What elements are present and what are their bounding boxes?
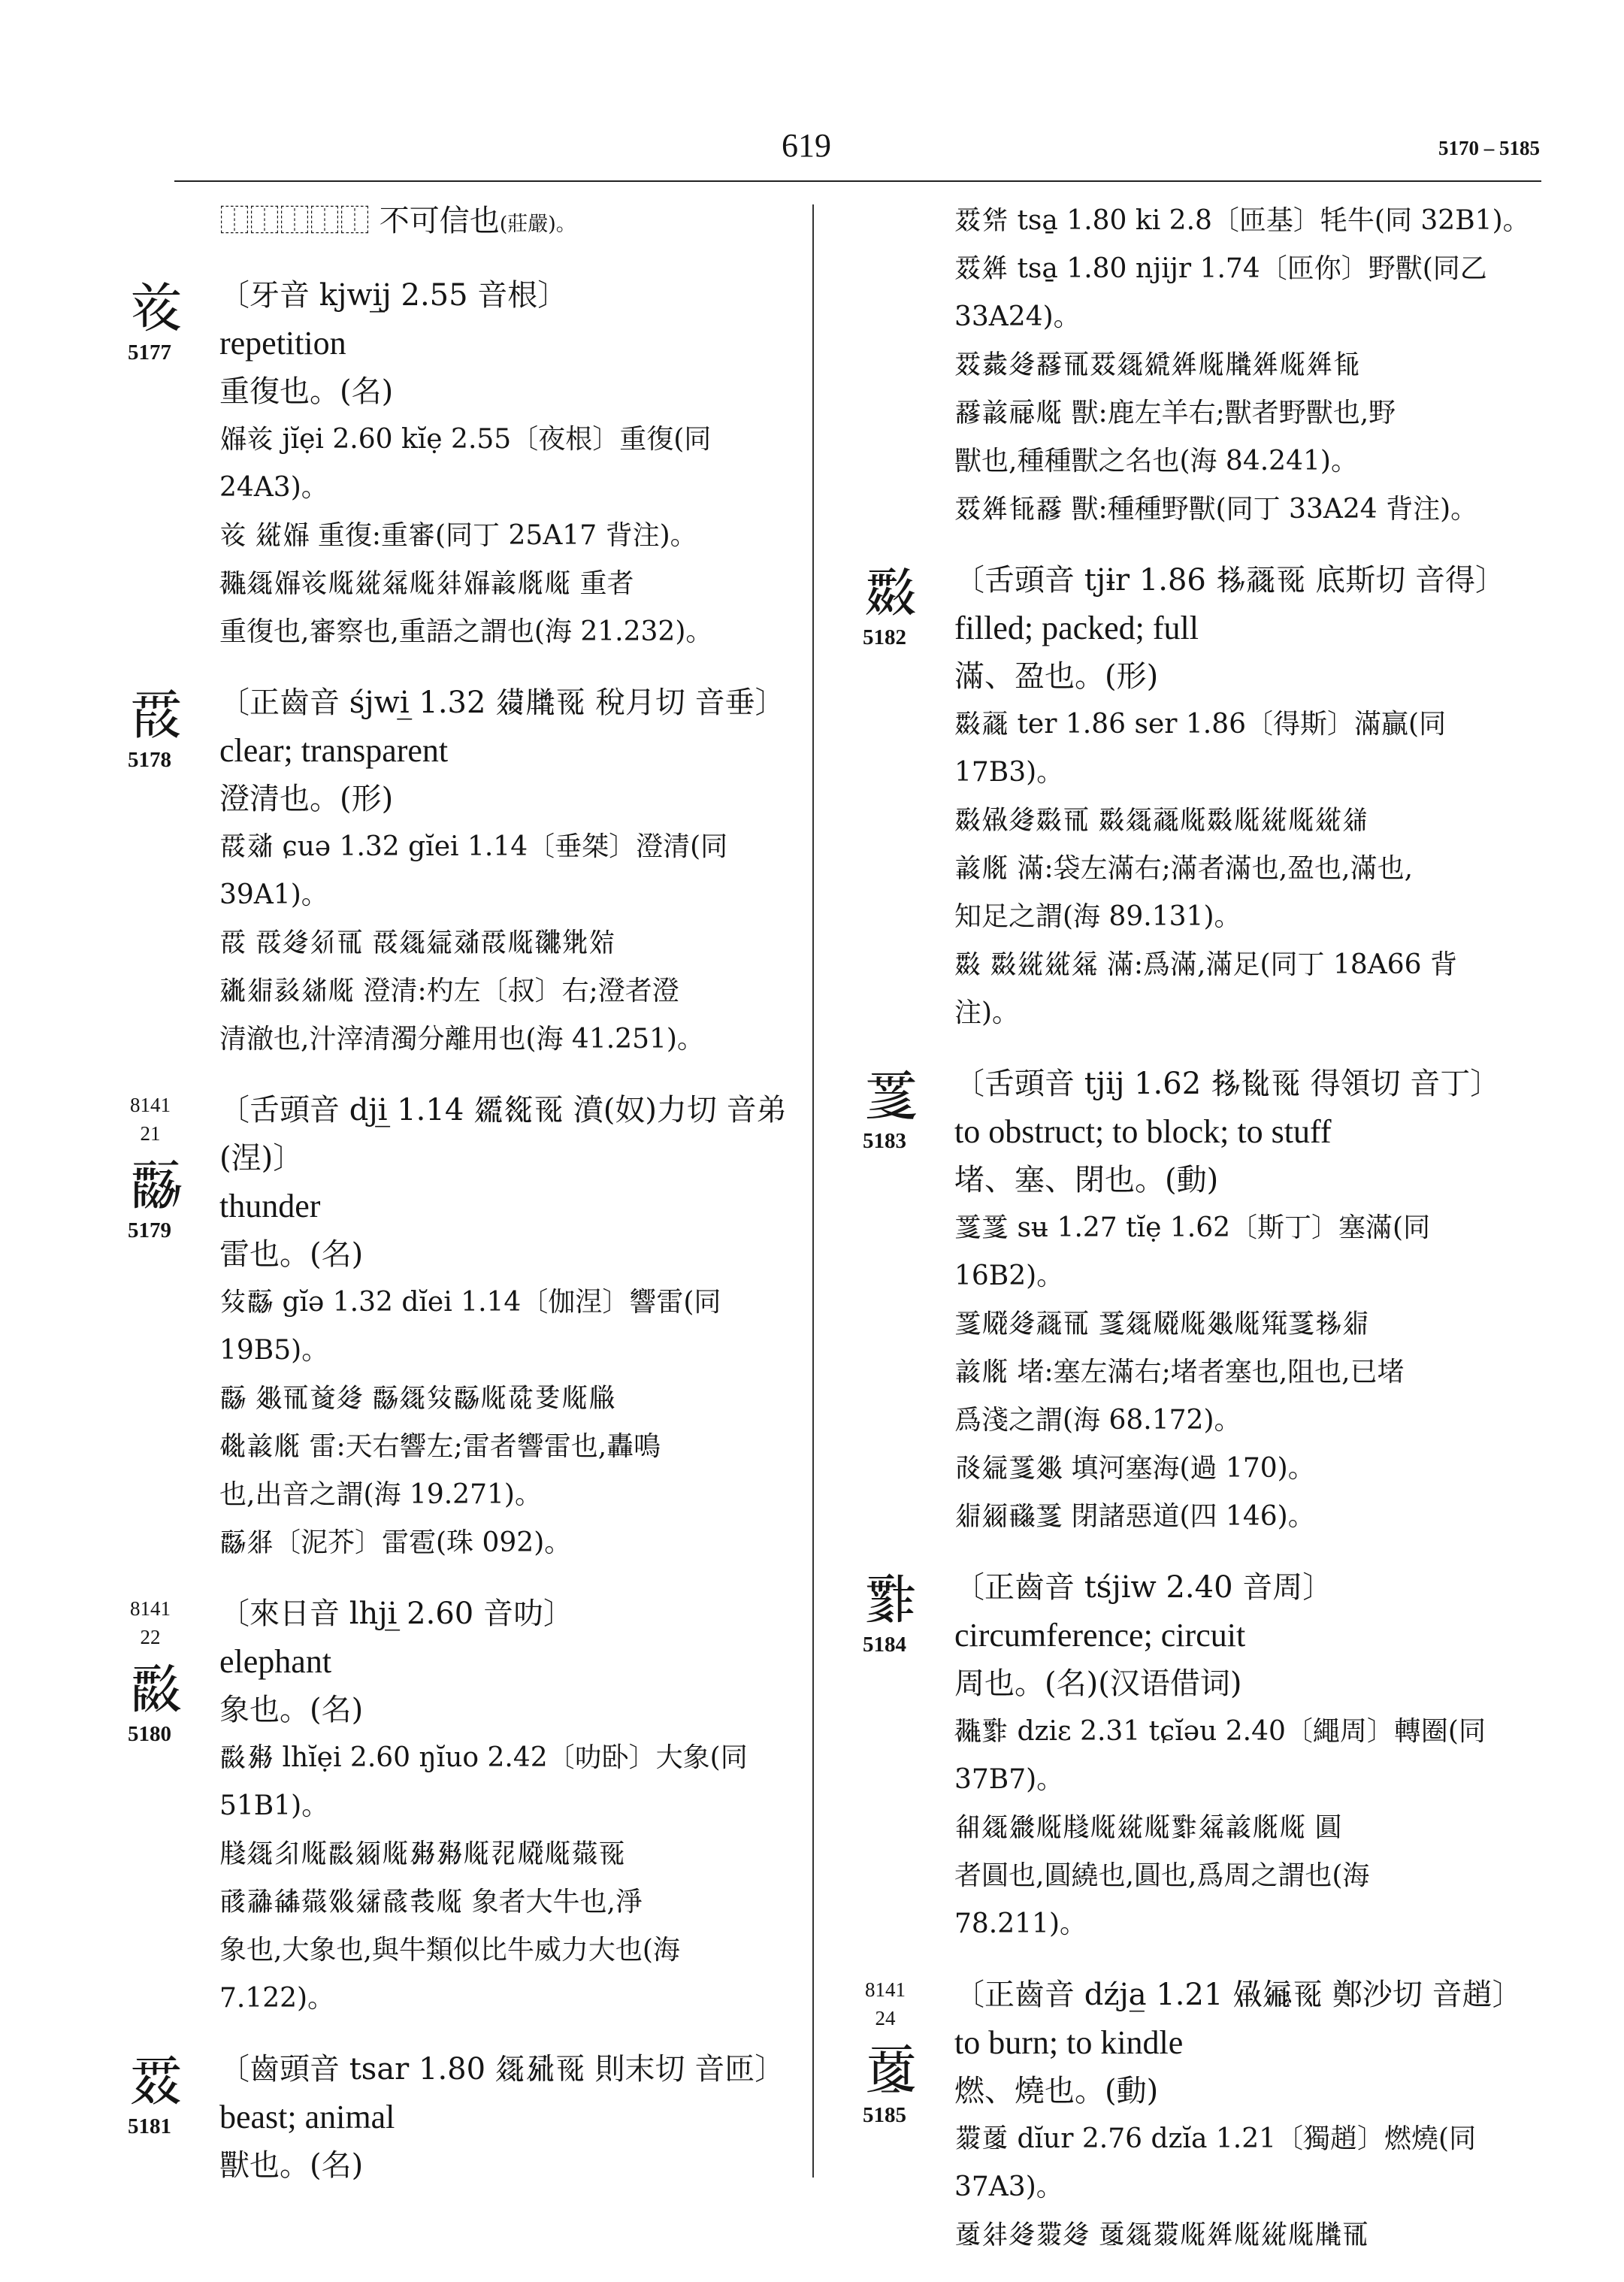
example-line: 也,出音之謂(海 19.271)。 bbox=[219, 1479, 542, 1510]
entry-number: 5178 bbox=[128, 748, 171, 772]
chinese-gloss: 重復也。(名) bbox=[219, 374, 394, 409]
example-line: 𘟀𗶂 ɕuə 1.32 gĭei 1.14〔垂桀〕澄清(同 bbox=[219, 831, 728, 862]
continuation-line: 𗵒𗓁𗄊𗅉 獸:鹿左羊右;獸者野獸也,野 bbox=[954, 398, 1396, 428]
example-line: 𗰗𗦇𘟅𗬆 填河塞海(過 170)。 bbox=[954, 1453, 1315, 1484]
example-line: 𘟂𗉛 lhĭẹi 2.60 ŋĭuo 2.42〔叻卧〕大象(同 bbox=[219, 1742, 748, 1773]
entry-margin bbox=[848, 556, 947, 1037]
continuation-line: 33A24)。 bbox=[954, 301, 1081, 332]
chinese-gloss: 周也。(名)(汉语借词) bbox=[954, 1666, 1242, 1701]
headword-glyph: 𘝞 bbox=[129, 276, 184, 339]
dictionary-entry bbox=[848, 1563, 1530, 1948]
headword-glyph: 𘟃 bbox=[129, 2050, 184, 2113]
dictionary-entry bbox=[113, 271, 804, 656]
dictionary-entry bbox=[113, 1086, 804, 1567]
continuation-line: ⿰⿰⿰⿰⿰ 不可信也(莊嚴)。 bbox=[219, 204, 576, 238]
phonetic-line: 〔牙音 kjwi̲j 2.55 音根〕 bbox=[219, 278, 568, 313]
headword-glyph: 𘟀 bbox=[129, 683, 184, 746]
phonetic-line: 〔舌頭音 dji̲ 1.14 𗫖𗬬𗀔 濆(奴)力切 音弟(涅)〕 bbox=[219, 1093, 787, 1176]
example-line: 𗓁𗅋 滿:袋左滿右;滿者滿也,盈也,滿也, bbox=[954, 853, 1414, 884]
example-line: 𗊏𘟁 gĭə 1.32 dĭei 1.14〔伽涅〕響雷(同 bbox=[219, 1287, 721, 1318]
phonetic-line: 〔正齒音 tśjiw 2.40 音周〕 bbox=[954, 1570, 1333, 1605]
continuation-line: 𘟃𗤶 tsa̱ 1.80 njijr 1.74〔匝你〕野獸(同乙 bbox=[954, 253, 1487, 284]
example-line: 𘟁𗼋〔泥芥〕雷雹(珠 092)。 bbox=[219, 1527, 572, 1558]
chinese-gloss: 雷也。(名) bbox=[219, 1237, 364, 1272]
chinese-gloss: 滿、盈也。(形) bbox=[954, 659, 1159, 694]
example-line: 𗤋𗥃𗸑𘟅 閉諸惡道(四 146)。 bbox=[954, 1501, 1315, 1532]
english-gloss: beast; animal bbox=[219, 2099, 395, 2135]
example-line: 51B1)。 bbox=[219, 1790, 329, 1821]
entry-number: 5184 bbox=[863, 1633, 906, 1657]
example-line: 𘟄𗏣𗫶𘟄𗀋 𘟄𗧯𗹙𗅉𘟄𗅉𗦲𗅉𗦲𗥢 bbox=[954, 805, 1369, 836]
english-gloss: filled; packed; full bbox=[954, 610, 1199, 646]
example-line: 𗏵𘝞 jĭẹi 2.60 kĭẹ 2.55〔夜根〕重復(同24A3)。 bbox=[219, 424, 712, 503]
dictionary-entry bbox=[113, 1590, 804, 2023]
entry-margin bbox=[113, 2045, 212, 2190]
english-gloss: circumference; circuit bbox=[954, 1617, 1246, 1654]
example-line: 𗹦𗧯𗼃𗅉𘟂𗥃𗅉𗉛𗉛𗅉𗕿𗆧𗅉𗜓𗀔 bbox=[219, 1839, 626, 1869]
headword-glyph: 𘟂 bbox=[129, 1657, 184, 1721]
entry-number: 5177 bbox=[128, 340, 171, 365]
example-line: 知足之謂(海 89.131)。 bbox=[954, 901, 1241, 932]
headword-glyph: 𘟆 bbox=[864, 1568, 919, 1631]
example-line: 7.122)。 bbox=[219, 1983, 335, 2014]
phonetic-line: 〔來日音 lhji̲ 2.60 音叻〕 bbox=[219, 1596, 573, 1631]
english-gloss: repetition bbox=[219, 325, 346, 362]
example-line: 39A1)。 bbox=[219, 879, 328, 910]
example-line: 𗺛𗧯𗫦𗅉𗹦𗅉𗦲𗅉𘟆𗤿𗓁𗅋𗅉 圓 bbox=[954, 1812, 1342, 1843]
header-rule bbox=[174, 180, 1541, 182]
example-line: 𘟄 𘟄𗦲𗦲𗤿 滿:爲滿,滿足(同丁 18A66 背 bbox=[954, 949, 1458, 980]
example-line: 𘟇𗢳𗫶𗷅𗫶 𘟇𗧯𗷅𗅉𗤶𗅉𗦲𗅉𗹬𗀋 bbox=[954, 2220, 1369, 2250]
phonetic-line: 〔正齒音 dźja̲ 1.21 𗏣𗩾𗀔 鄭沙切 音趙〕 bbox=[954, 1978, 1523, 2012]
english-gloss: elephant bbox=[219, 1643, 332, 1680]
phonetic-line: 〔舌頭音 tjɨr 1.86 𗈪𗹙𗀔 底斯切 音得〕 bbox=[954, 563, 1506, 598]
entry-number: 5185 bbox=[863, 2103, 906, 2127]
continuation-line: 獸也,種種獸之名也(海 84.241)。 bbox=[954, 446, 1358, 477]
english-gloss: to obstruct; to block; to stuff bbox=[954, 1113, 1332, 1150]
entry-margin bbox=[113, 1590, 212, 2023]
headword-glyph: 𘟇 bbox=[864, 2038, 919, 2102]
continuation-line: 𘟃𗤶𗺉𗵒 獸:種種野獸(同丁 33A24 背注)。 bbox=[954, 494, 1478, 525]
left-column bbox=[113, 197, 804, 2212]
example-line: 𗡶𗤋𗙷𗣫𗅉 澄清:杓左〔叔〕右;澄者澄 bbox=[219, 976, 679, 1006]
continuation-line: 𘟃𗳀𗫶𗵒𗀋𘟃𗧯𗨳𗤶𗅉𗹬𗤶𗅉𗤶𗺉 bbox=[954, 350, 1361, 380]
example-line: 𗎒𗓁𗅋 雷:天右響左;雷者響雷也,轟鳴 bbox=[219, 1431, 661, 1462]
chinese-gloss: 堵、塞、閉也。(動) bbox=[954, 1163, 1219, 1197]
example-line: 𗷅𘟇 dĭur 2.76 dzĭa 1.21〔獨趙〕燃燒(同 bbox=[954, 2123, 1477, 2154]
example-line: 注)。 bbox=[954, 997, 1020, 1028]
entry-number: 5179 bbox=[128, 1218, 171, 1242]
left-entries bbox=[113, 271, 804, 2190]
example-line: 𗓁𗅋 堵:塞左滿右;堵者塞也,阻也,已堵 bbox=[954, 1357, 1405, 1388]
example-line: 者圓也,圓繞也,圓也,爲周之謂也(海 bbox=[954, 1860, 1370, 1891]
example-line: 象也,大象也,與牛類似比牛威力大也(海 bbox=[219, 1935, 680, 1966]
dictionary-entry bbox=[113, 2045, 804, 2190]
example-line: 𘟄𗹙 ter 1.86 ser 1.86〔得斯〕滿贏(同 17B3)。 bbox=[954, 709, 1447, 788]
right-entries bbox=[848, 556, 1530, 2259]
dictionary-entry bbox=[848, 556, 1530, 1037]
example-line: 𗖵𘟆 dziɛ 2.31 tɕĭəu 2.40〔繩周〕轉圈(同 bbox=[954, 1716, 1486, 1747]
entry-margin bbox=[848, 1971, 947, 2259]
headword-glyph: 𘟄 bbox=[864, 561, 919, 624]
english-gloss: thunder bbox=[219, 1188, 321, 1224]
continuation-block bbox=[848, 197, 1530, 534]
headword-glyph: 𘟁 bbox=[129, 1154, 184, 1217]
phonetic-line: 〔舌頭音 tjij 1.62 𗈪𘆘𗀔 得領切 音丁〕 bbox=[954, 1067, 1501, 1101]
right-column bbox=[848, 197, 1530, 2282]
column-divider bbox=[812, 204, 814, 2178]
chinese-gloss: 獸也。(名) bbox=[219, 2148, 364, 2183]
entry-margin bbox=[113, 1086, 212, 1567]
continuation-line: 𘟃𗊜 tsa̱ 1.80 ki 2.8〔匝基〕牦牛(同 32B1)。 bbox=[954, 205, 1530, 236]
example-line: 𘟀 𘟀𗫶𗢯𗀋 𘟀𗧯𗦇𗶂𘟀𗅉𗘜𗊢𗼻 bbox=[219, 928, 615, 958]
example-line: 𘝞 𗦲𗏵 重復:重審(同丁 25A17 背注)。 bbox=[219, 520, 697, 551]
margin-reference: 8141 22 bbox=[130, 1597, 171, 1648]
english-gloss: to burn; to kindle bbox=[954, 2024, 1184, 2061]
chinese-gloss: 燃、燒也。(動) bbox=[954, 2074, 1159, 2108]
entry-number: 5181 bbox=[128, 2114, 171, 2138]
phonetic-line: 〔正齒音 śjwi̲ 1.32 𗩈𗹬𗀔 稅月切 音垂〕 bbox=[219, 686, 785, 720]
page-number: 619 bbox=[782, 127, 831, 164]
entry-range: 5170 – 5185 bbox=[1438, 137, 1540, 159]
example-line: 𗖵𗧯𗏵𘝞𗅉𗦲𗤿𗅉𗢳𗏵𗓁𗅋𗅉 重者 bbox=[219, 568, 634, 599]
english-gloss: clear; transparent bbox=[219, 732, 449, 769]
entry-margin bbox=[848, 1563, 947, 1948]
example-line: 37B7)。 bbox=[954, 1764, 1064, 1795]
phonetic-line: 〔齒頭音 tsar 1.80 𗧯𗉣𗀔 則末切 音匝〕 bbox=[219, 2052, 785, 2087]
dictionary-entry bbox=[848, 1971, 1530, 2259]
example-line: 37A3)。 bbox=[954, 2172, 1063, 2202]
headword-glyph: 𘟅 bbox=[864, 1064, 919, 1127]
example-line: 𗷝𗹕𗺿𗜓𗬏𗥀𗱽𗲿𗅉 象者大牛也,淨 bbox=[219, 1887, 643, 1917]
example-line: 清澈也,汁滓清濁分離用也(海 41.251)。 bbox=[219, 1024, 704, 1055]
example-line: 爲淺之謂(海 68.172)。 bbox=[954, 1405, 1241, 1436]
example-line: 𘟅𘟅 sʉ 1.27 tĭẹ 1.62〔斯丁〕塞滿(同 16B2)。 bbox=[954, 1212, 1431, 1291]
example-line: 重復也,審察也,重語之謂也(海 21.232)。 bbox=[219, 616, 713, 647]
entry-margin bbox=[113, 679, 212, 1064]
dictionary-entry bbox=[848, 1060, 1530, 1541]
chinese-gloss: 象也。(名) bbox=[219, 1693, 364, 1727]
example-line: 𘟁 𗬆𗀋𗒹𗫶 𘟁𗧯𗊏𘟁𗅉𗱕𗱖𗅉𗆐 bbox=[219, 1383, 615, 1414]
entry-margin bbox=[113, 271, 212, 656]
example-line: 78.211)。 bbox=[954, 1908, 1087, 1939]
entry-number: 5183 bbox=[863, 1129, 906, 1153]
dictionary-entry bbox=[113, 679, 804, 1064]
example-line: 𘟅𗆧𗫶𗹙𗀋 𘟅𗧯𗆧𗅉𗬆𗅉𗋕𘟅𗈪𗤋 bbox=[954, 1309, 1369, 1339]
chinese-gloss: 澄清也。(形) bbox=[219, 782, 394, 816]
margin-reference: 8141 24 bbox=[865, 1978, 906, 2029]
entry-number: 5180 bbox=[128, 1722, 171, 1746]
entry-number: 5182 bbox=[863, 625, 906, 649]
margin-reference: 8141 21 bbox=[130, 1094, 171, 1145]
example-line: 19B5)。 bbox=[219, 1335, 329, 1366]
entry-margin bbox=[848, 1060, 947, 1541]
